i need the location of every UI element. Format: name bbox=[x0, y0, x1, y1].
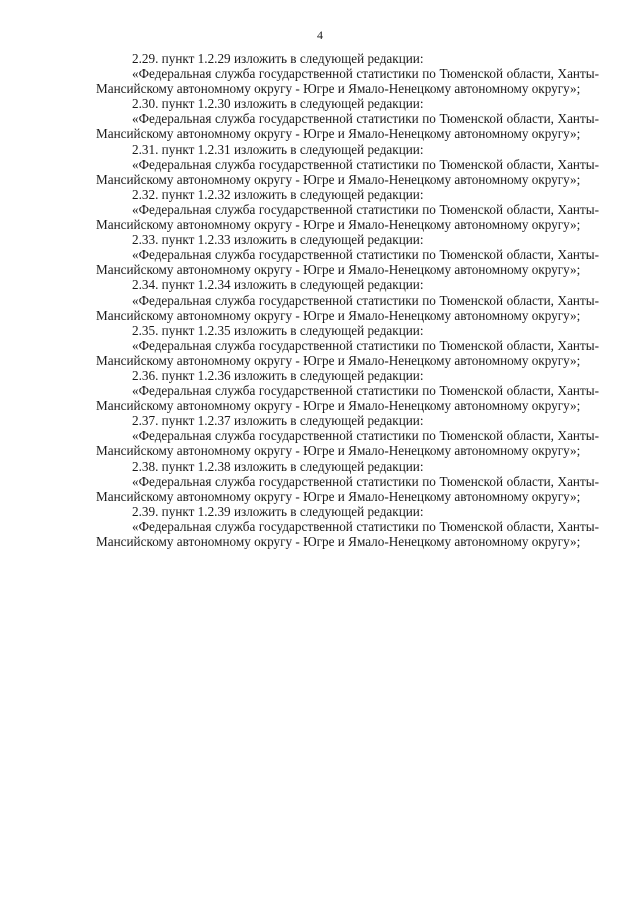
amendment-text: «Федеральная служба государственной статистики по Тюменской области, Ханты-Мансийскому автономному округу - Югре и Ямало-Ненецкому автономному округу»; bbox=[96, 111, 599, 142]
amendment-text: «Федеральная служба государственной статистики по Тюменской области, Ханты-Мансийскому автономному округу - Югре и Ямало-Ненецкому автономному округу»; bbox=[96, 383, 599, 414]
amendment-item bbox=[96, 413, 599, 458]
amendment-heading: 2.30. пункт 1.2.30 изложить в следующей редакции: bbox=[132, 96, 424, 112]
amendment-heading: 2.33. пункт 1.2.33 изложить в следующей редакции: bbox=[132, 232, 424, 248]
amendment-text: «Федеральная служба государственной статистики по Тюменской области, Ханты-Мансийскому автономному округу - Югре и Ямало-Ненецкому автономному округу»; bbox=[96, 428, 599, 459]
amendment-item bbox=[96, 142, 599, 187]
amendment-text: «Федеральная служба государственной статистики по Тюменской области, Ханты-Мансийскому автономному округу - Югре и Ямало-Ненецкому автономному округу»; bbox=[96, 518, 599, 549]
amendment-heading: 2.31. пункт 1.2.31 изложить в следующей редакции: bbox=[132, 141, 424, 157]
amendment-heading: 2.34. пункт 1.2.34 изложить в следующей редакции: bbox=[132, 277, 424, 293]
amendment-heading: 2.38. пункт 1.2.38 изложить в следующей редакции: bbox=[132, 458, 424, 474]
amendment-heading: 2.37. пункт 1.2.37 изложить в следующей редакции: bbox=[132, 413, 424, 429]
amendment-text: «Федеральная служба государственной статистики по Тюменской области, Ханты-Мансийскому автономному округу - Югре и Ямало-Ненецкому автономному округу»; bbox=[96, 337, 599, 368]
amendment-heading: 2.39. пункт 1.2.39 изложить в следующей редакции: bbox=[132, 503, 424, 519]
amendment-text: «Федеральная служба государственной статистики по Тюменской области, Ханты-Мансийскому автономному округу - Югре и Ямало-Ненецкому автономному округу»; bbox=[96, 156, 599, 187]
amendment-heading: 2.29. пункт 1.2.29 изложить в следующей редакции: bbox=[132, 51, 424, 66]
amendment-item bbox=[96, 323, 599, 368]
amendment-heading: 2.36. пункт 1.2.36 изложить в следующей редакции: bbox=[132, 367, 424, 383]
amendment-item bbox=[96, 232, 599, 277]
amendment-item bbox=[96, 277, 599, 322]
amendment-item bbox=[96, 504, 599, 549]
amendment-item bbox=[96, 368, 599, 413]
amendment-heading: 2.32. пункт 1.2.32 изложить в следующей редакции: bbox=[132, 186, 424, 202]
amendment-text: «Федеральная служба государственной статистики по Тюменской области, Ханты-Мансийскому автономному округу - Югре и Ямало-Ненецкому автономному округу»; bbox=[96, 66, 599, 97]
amendment-item bbox=[96, 96, 599, 141]
amendment-item bbox=[96, 51, 599, 96]
amendment-text: «Федеральная служба государственной статистики по Тюменской области, Ханты-Мансийскому автономному округу - Югре и Ямало-Ненецкому автономному округу»; bbox=[96, 247, 599, 278]
amendment-text: «Федеральная служба государственной статистики по Тюменской области, Ханты-Мансийскому автономному округу - Югре и Ямало-Ненецкому автономному округу»; bbox=[96, 473, 599, 504]
amendment-text: «Федеральная служба государственной статистики по Тюменской области, Ханты-Мансийскому автономному округу - Югре и Ямало-Ненецкому автономному округу»; bbox=[96, 201, 599, 233]
amendment-text: «Федеральная служба государственной статистики по Тюменской области, Ханты-Мансийскому автономному округу - Югре и Ямало-Ненецкому автономному округу»; bbox=[96, 292, 599, 323]
amendment-item bbox=[96, 187, 599, 232]
amendment-item bbox=[96, 459, 599, 504]
page-number: 4 bbox=[317, 28, 323, 42]
document-body bbox=[96, 51, 599, 549]
amendment-heading: 2.35. пункт 1.2.35 изложить в следующей редакции: bbox=[132, 322, 424, 338]
